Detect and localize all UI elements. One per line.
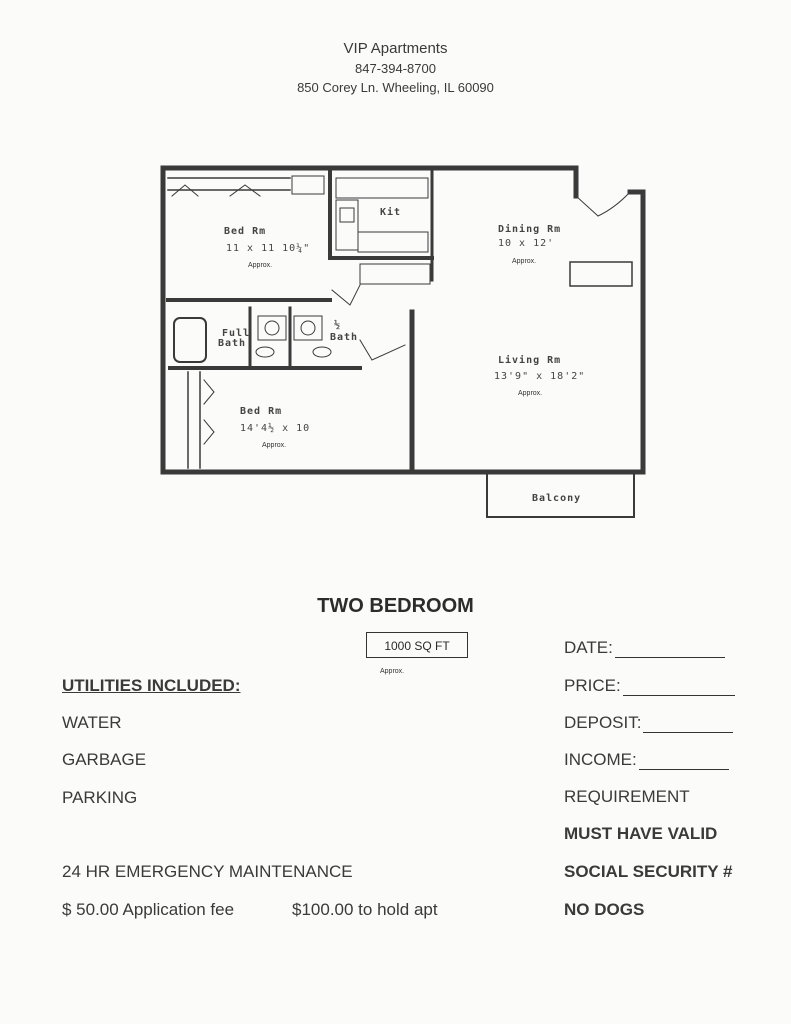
maintenance-text: 24 HR EMERGENCY MAINTENANCE [62,862,353,881]
living-label: Living Rm [498,355,562,366]
full-bath-label-line2: Bath [218,338,247,349]
note-no-dogs: NO DOGS [564,900,645,919]
dining-label: Dining Rm [498,224,562,235]
dining-dimensions: 10 x 12' [498,238,555,249]
deposit-label: DEPOSIT: [564,713,642,732]
dining-approx: Approx. [512,258,537,265]
utility-parking: PARKING [62,788,138,807]
company-name: VIP Apartments [343,40,448,57]
price-label: PRICE: [564,676,621,695]
income-label: INCOME: [564,750,637,769]
half-bath-label-line1: ½ [334,320,342,331]
income-blank [639,755,729,770]
hold-fee: $100.00 to hold apt [292,900,438,919]
unit-title: TWO BEDROOM [317,595,474,617]
note-valid: MUST HAVE VALID [564,824,718,843]
price-blank [623,681,735,696]
bedroom2-dimensions: 14'4½ x 10 [240,423,311,434]
bedroom2-approx: Approx. [262,442,287,449]
living-dimensions: 13'9" x 18'2" [494,371,586,382]
bedroom1-dimensions: 11 x 11 10¼" [226,243,311,254]
bedroom1-approx: Approx. [248,262,273,269]
note-ssn: SOCIAL SECURITY # [564,862,733,881]
balcony-label: Balcony [532,493,582,504]
bedroom2-label: Bed Rm [240,406,283,417]
kitchen-label: Kit [380,207,402,218]
half-bath-label-line2: Bath [330,332,359,343]
date-field [564,638,725,658]
bedroom1-label: Bed Rm [224,226,267,237]
income-field [564,750,729,770]
utilities-heading: UTILITIES INCLUDED: [62,676,241,695]
deposit-blank [643,718,733,733]
sqft-approx: Approx. [380,668,405,675]
sqft-box: 1000 SQ FT [366,632,468,658]
utility-garbage: GARBAGE [62,750,147,769]
company-address: 850 Corey Ln. Wheeling, IL 60090 [297,80,494,95]
application-fee: $ 50.00 Application fee [62,900,235,919]
utility-water: WATER [62,713,122,732]
date-label: DATE: [564,638,613,657]
requirement-label: REQUIREMENT [564,787,690,806]
company-phone: 847-394-8700 [355,61,436,76]
price-field [564,676,735,696]
deposit-field [564,713,733,733]
living-approx: Approx. [518,390,543,397]
date-blank [615,643,725,658]
full-bath-label-line1: Full [222,328,251,339]
